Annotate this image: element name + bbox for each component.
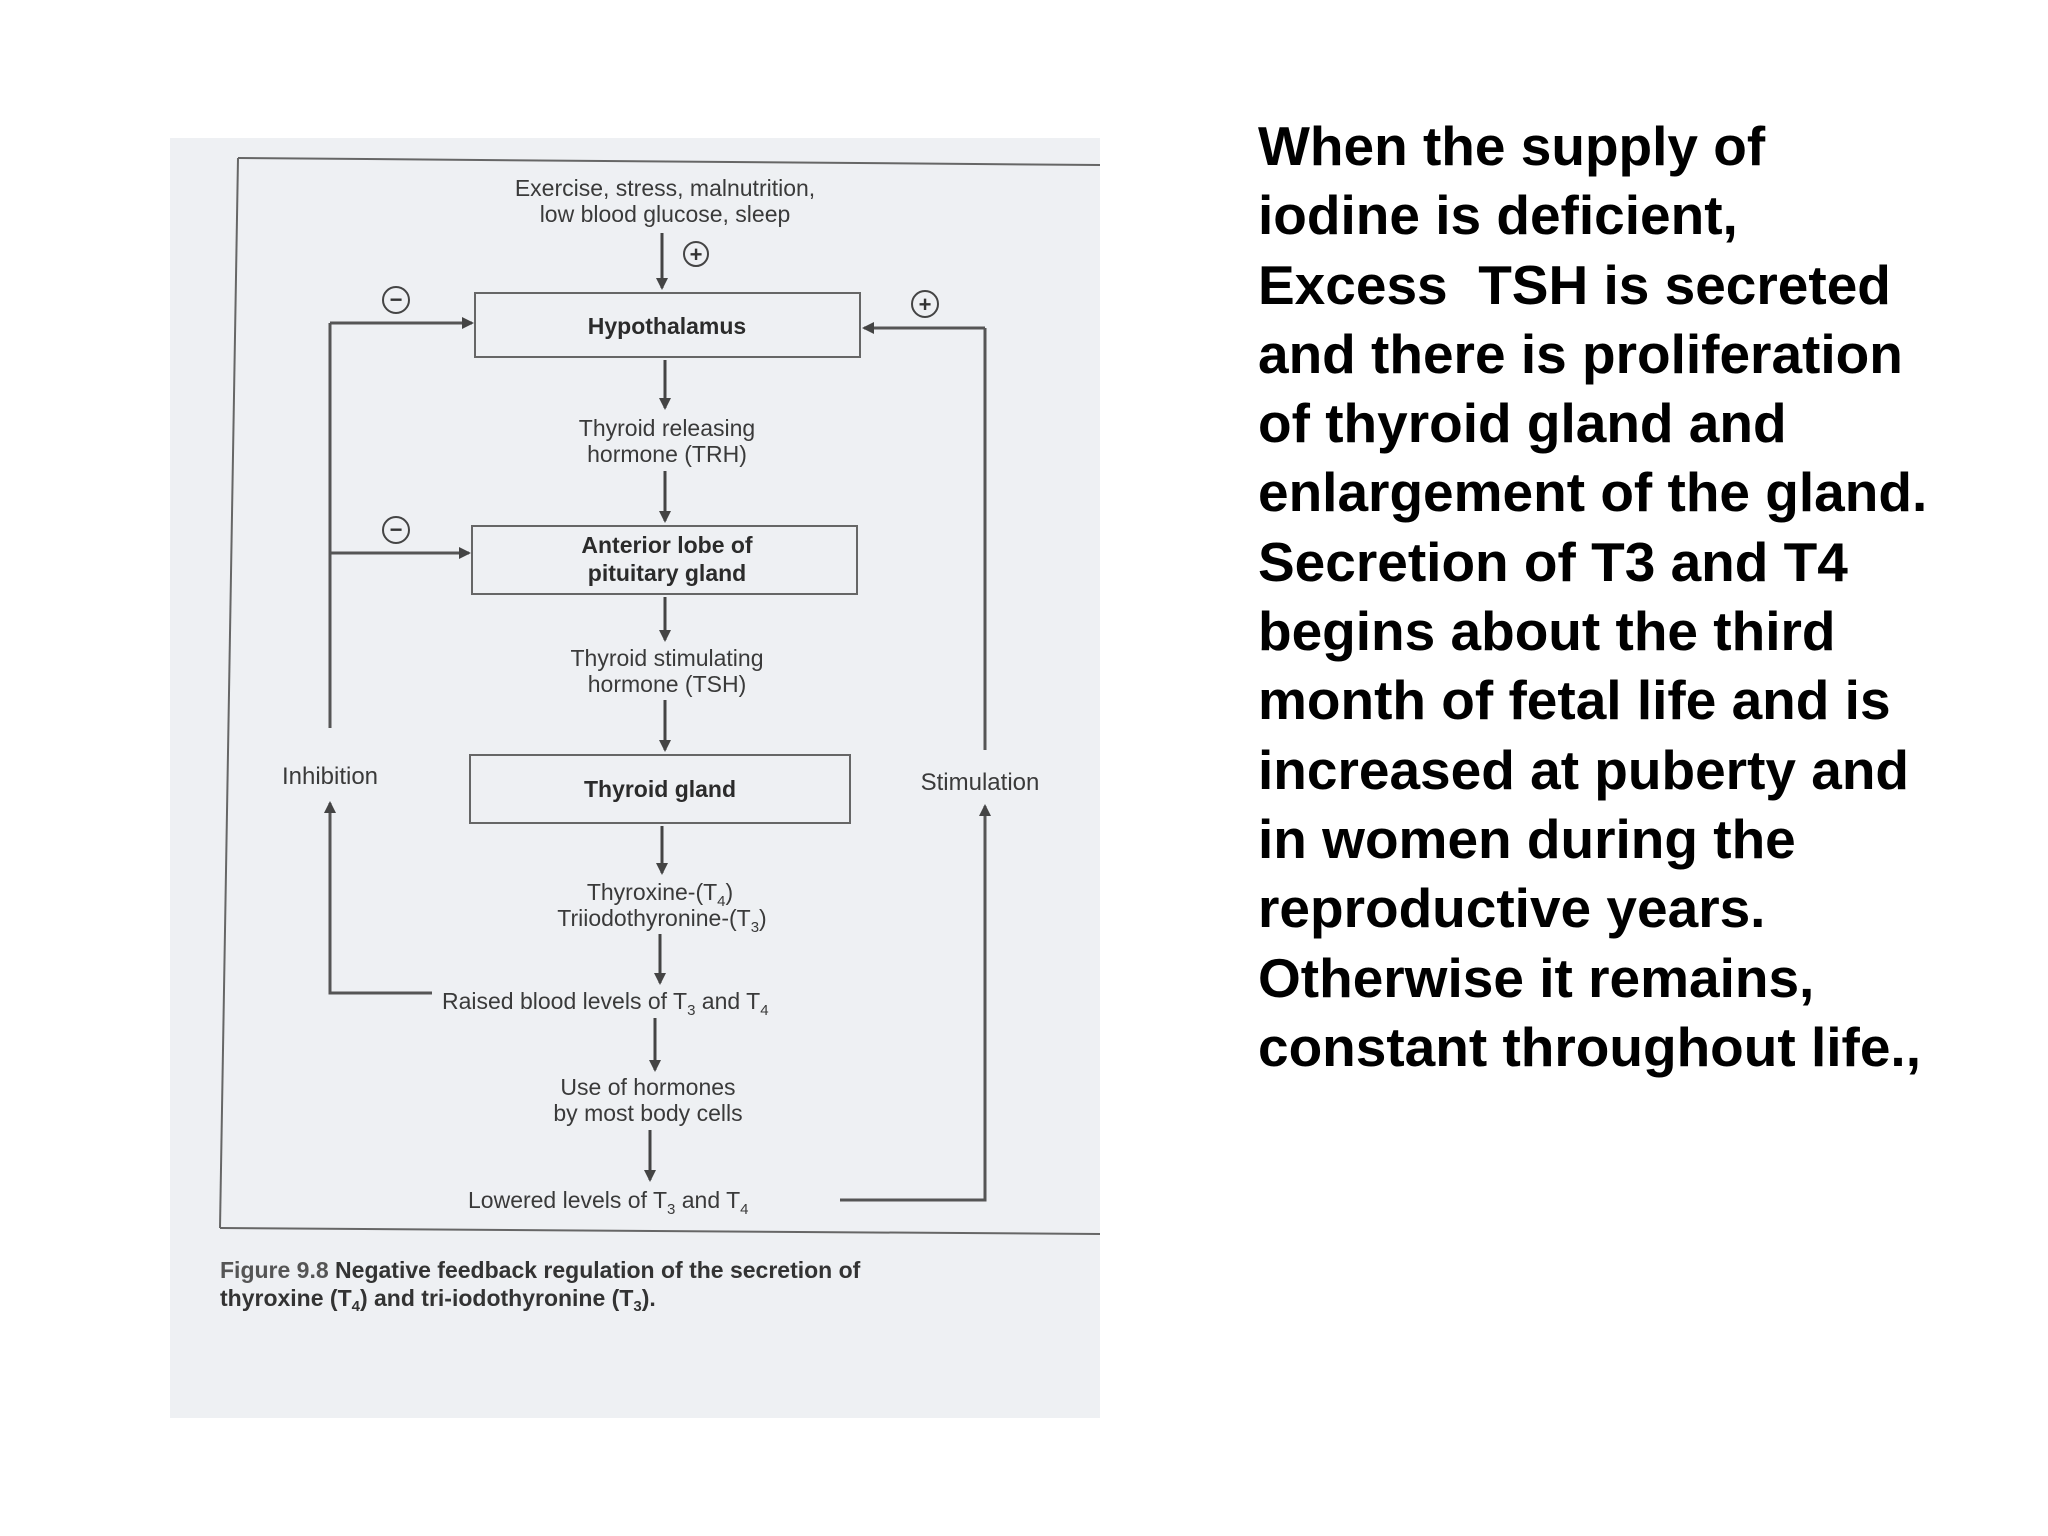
stimulation-label: Stimulation (920, 769, 1040, 796)
trh-text-2: hormone (TRH) (587, 441, 747, 467)
svg-text:+: + (918, 292, 932, 317)
scanned-figure (170, 138, 1100, 1418)
explanation-line: month of fetal life and is (1258, 669, 1891, 732)
explanation-line: increased at puberty and (1258, 738, 1910, 801)
explanation-text (1258, 112, 2018, 1082)
use-hormones-text-1: Use of hormones (560, 1074, 736, 1100)
frame-left (220, 158, 238, 1228)
explanation-line: and there is proliferation (1258, 322, 1903, 385)
plus-sign-hypothalamus (912, 291, 938, 317)
pituitary-label-1: Anterior lobe of (581, 532, 753, 558)
svg-text:+: + (689, 242, 703, 267)
minus-sign-pituitary (383, 517, 409, 543)
raised-levels-text: Raised blood levels of $T_3$ and $T_4$ (442, 988, 769, 1019)
minus-sign-hypothalamus (383, 287, 409, 313)
figure-caption-line-1: Figure 9.8 Negative feedback regulation of the secretion of (220, 1257, 861, 1283)
hypothalamus-label: Hypothalamus (587, 313, 747, 339)
explanation-line: iodine is deficient, (1258, 184, 1738, 247)
tsh-text-2: hormone (TSH) (587, 671, 747, 697)
explanation-line: begins about the third (1258, 600, 1836, 663)
plus-sign-stimuli (684, 242, 708, 267)
inhibition-label: Inhibition (281, 763, 379, 790)
pituitary-label-2: pituitary gland (587, 560, 747, 586)
stimuli-text-2: low blood glucose, sleep (539, 201, 791, 227)
svg-text:−: − (389, 517, 403, 542)
tsh-text-1: Thyroid stimulating (570, 645, 764, 671)
explanation-line: in women during the (1258, 807, 1796, 870)
explanation-line: When the supply of (1258, 115, 1766, 177)
explanation-line: Secretion of T3 and T4 (1258, 530, 1848, 593)
explanation-line: Excess TSH is secreted (1258, 253, 1891, 316)
frame-bottom (220, 1228, 1100, 1234)
explanation-line: of thyroid gland and (1258, 392, 1787, 455)
explanation-line: reproductive years. (1258, 877, 1766, 940)
lowered-levels-text: Lowered levels of $T_3$ and $T_4$ (468, 1187, 749, 1218)
explanation-line: Otherwise it remains, (1258, 946, 1815, 1009)
figure-caption-line-2: thyroxine $(T_4)$ and tri-iodothyronine $(T_3)$. (220, 1285, 656, 1315)
feedback-diagram (170, 138, 1100, 1418)
inhibition-feedback-line (330, 803, 432, 993)
stimulation-feedback-line (840, 806, 985, 1200)
thyroxine-text: Thyroxine-$(T_4)$ (586, 879, 734, 910)
explanation-line: enlargement of the gland. (1258, 461, 1928, 524)
frame-top (238, 158, 1100, 165)
use-hormones-text-2: by most body cells (553, 1100, 743, 1126)
trh-text-1: Thyroid releasing (578, 415, 756, 441)
explanation-line: constant throughout life., (1258, 1015, 1921, 1078)
thyroid-gland-label: Thyroid gland (583, 776, 737, 802)
svg-text:−: − (389, 287, 403, 312)
stimuli-text-1: Exercise, stress, malnutrition, (514, 175, 816, 201)
triiodothyronine-text: Triiodothyronine-$(T_3)$ (557, 905, 767, 936)
